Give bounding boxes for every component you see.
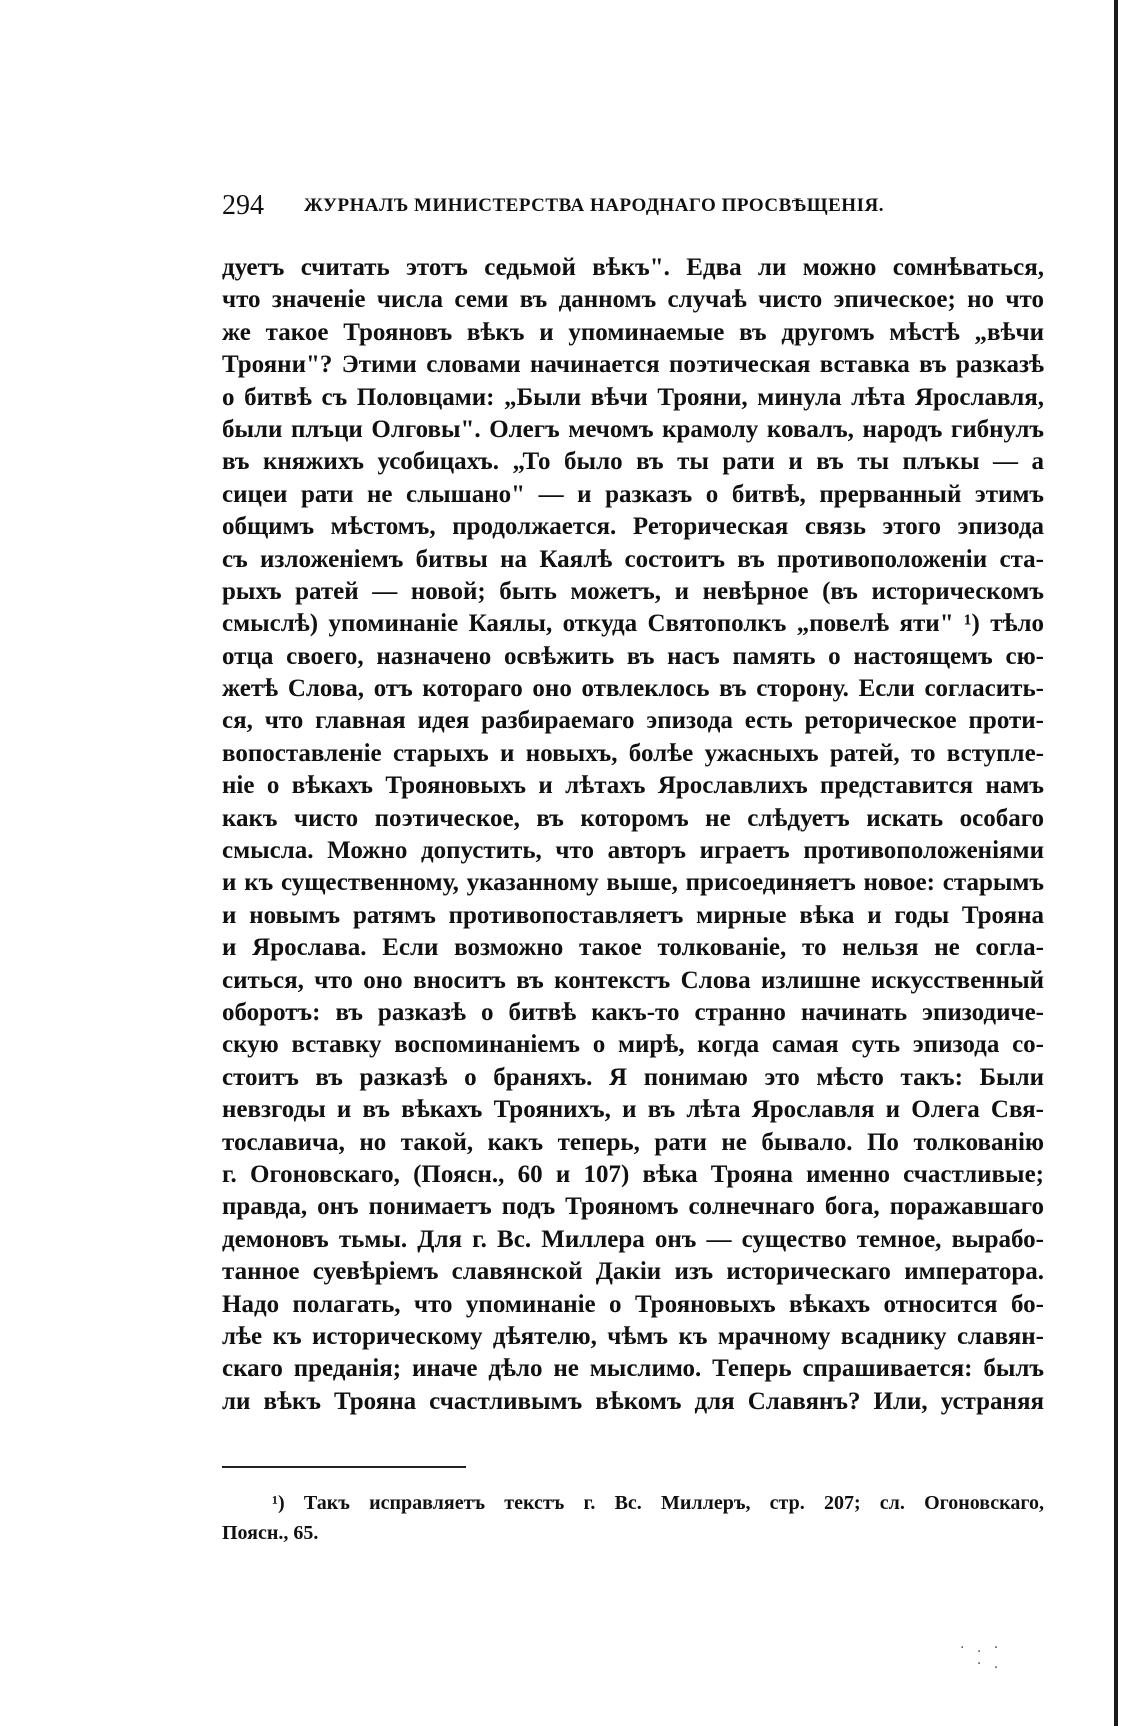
scan-specks-decoration: · . · · . bbox=[960, 1640, 1003, 1672]
running-title: ЖУРНАЛЪ МИНИСТЕРСТВА НАРОДНАГО ПРОСВѢЩЕНІЯ. bbox=[304, 195, 884, 216]
text-line: были плъци Олговы". Олегъ мечомъ крамолу ковалъ, народъ гибнулъ bbox=[222, 415, 1044, 443]
text-line: съ изложеніемъ битвы на Каялѣ состоитъ въ противоположеніи ста- bbox=[222, 545, 1044, 573]
text-line: скую вставку воспоминаніемъ о мирѣ, когда самая суть эпизода со- bbox=[222, 1031, 1044, 1059]
text-line: скаго преданія; иначе дѣло не мыслимо. Теперь спрашивается: былъ bbox=[222, 1355, 1044, 1383]
text-line: что значеніе числа семи въ данномъ случаѣ чисто эпическое; но что bbox=[222, 286, 1044, 314]
text-line: ли вѣкъ Трояна счастливымъ вѣкомъ для Славянъ? Или, устраняя bbox=[222, 1387, 1044, 1415]
page-edge-line bbox=[1114, 0, 1118, 1726]
text-line: сицеи рати не слышано" — и разказъ о битвѣ, прерванный этимъ bbox=[222, 480, 1044, 508]
text-line: Надо полагать, что упоминаніе о Трояновыхъ вѣкахъ относится бо- bbox=[222, 1290, 1044, 1318]
text-line: и новымъ ратямъ противопоставляетъ мирные вѣка и годы Трояна bbox=[222, 901, 1044, 929]
text-line: общимъ мѣстомъ, продолжается. Реторическая связь этого эпизода bbox=[222, 513, 1044, 541]
text-line: рыхъ ратей — новой; быть можетъ, и невѣрное (въ историческомъ bbox=[222, 577, 1044, 605]
text-line: какъ чисто поэтическое, въ которомъ не слѣдуетъ искать особаго bbox=[222, 804, 1044, 832]
footnote-rule bbox=[222, 1466, 466, 1468]
text-line: правда, онъ понимаетъ подъ Трояномъ солнечнаго бога, поражавшаго bbox=[222, 1193, 1044, 1221]
text-line: стоитъ въ разказѣ о браняхъ. Я понимаю это мѣсто такъ: Были bbox=[222, 1063, 1044, 1091]
text-line: тославича, но такой, какъ теперь, рати не бывало. По толкованію bbox=[222, 1128, 1044, 1156]
text-line: же такое Трояновъ вѣкъ и упоминаемые въ другомъ мѣстѣ „вѣчи bbox=[222, 318, 1044, 346]
text-line: ніе о вѣкахъ Трояновыхъ и лѣтахъ Ярославлихъ представится намъ bbox=[222, 772, 1044, 800]
text-line: и Ярослава. Если возможно такое толкованіе, то нельзя не согла- bbox=[222, 934, 1044, 962]
text-line: вопоставленіе старыхъ и новыхъ, болѣе ужасныхъ ратей, то вступле- bbox=[222, 739, 1044, 767]
text-line: танное суевѣріемъ славянской Дакіи изъ историческаго императора. bbox=[222, 1258, 1044, 1286]
text-line: невзгоды и въ вѣкахъ Трояниxъ, и въ лѣта Ярославля и Олега Свя- bbox=[222, 1096, 1044, 1124]
text-line: смыслѣ) упоминаніе Каялы, откуда Святополкъ „повелѣ яти" ¹) тѣло bbox=[222, 610, 1044, 638]
text-line: лѣе къ историческому дѣятелю, чѣмъ къ мрачному всаднику славян- bbox=[222, 1322, 1044, 1350]
text-line: г. Огоновскаго, (Поясн., 60 и 107) вѣка Трояна именно счастливые; bbox=[222, 1160, 1044, 1188]
text-line: смысла. Можно допустить, что авторъ играетъ противоположеніями bbox=[222, 837, 1044, 865]
footnote-line: Поясн., 65. bbox=[222, 1522, 319, 1544]
text-line: въ княжихъ усобицахъ. „То было въ ты рати и въ ты плъкы — а bbox=[222, 448, 1044, 476]
text-line: оборотъ: въ разказѣ о битвѣ какъ-то странно начинать эпизодиче- bbox=[222, 998, 1044, 1026]
page-header bbox=[222, 190, 1032, 226]
text-line: демоновъ тьмы. Для г. Вс. Миллера онъ — существо темное, вырабо- bbox=[222, 1225, 1044, 1253]
footnote bbox=[222, 1488, 1044, 1548]
text-line: Трояни"? Этими словами начинается поэтическая вставка въ разказѣ bbox=[222, 351, 1044, 379]
body-text bbox=[222, 252, 1044, 1418]
text-line: отца своего, назначено освѣжить въ насъ память о настоящемъ сю- bbox=[222, 642, 1044, 670]
text-line: дуетъ считать этотъ седьмой вѣкъ". Едва ли можно сомнѣваться, bbox=[222, 254, 1044, 281]
text-line: ситься, что оно вноситъ въ контекстъ Слова излишне искусственный bbox=[222, 966, 1044, 994]
text-line: ся, что главная идея разбираемаго эпизода есть реторическое проти- bbox=[222, 707, 1044, 735]
text-line: жетѣ Слова, отъ котораго оно отвлеклось въ сторону. Если согласить- bbox=[222, 675, 1044, 703]
text-line: о битвѣ съ Половцами: „Были вѣчи Трояни, минула лѣта Ярославля, bbox=[222, 383, 1044, 411]
text-line: и къ существенному, указанному выше, присоединяетъ новое: старымъ bbox=[222, 869, 1044, 897]
footnote-line: ¹) Такъ исправляетъ текстъ г. Вс. Миллеръ, стр. 207; сл. Огоновскаго, bbox=[272, 1492, 1044, 1514]
page-number: 294 bbox=[222, 190, 264, 221]
